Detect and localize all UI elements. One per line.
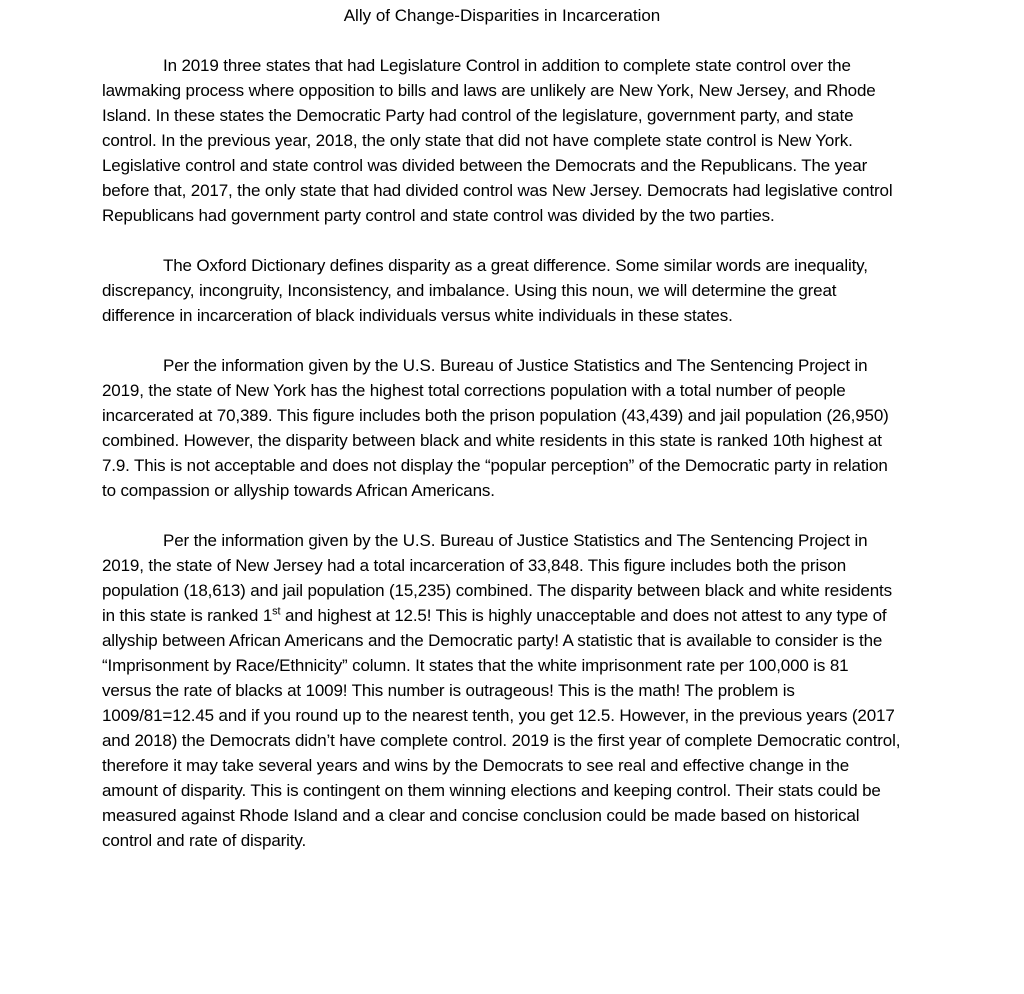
paragraph-text: and highest at 12.5! This is highly unacceptable and does not attest to any type of allyship between African Americans and the Democratic party! A statistic that is available to consider is the “Imprisonment by Race/Ethnicity” column. It states that the white imprisonment rate per 100,000 is 81 versus the rate of blacks at 1009! This number is outrageous! This is the math! The problem is 1009/81=12.45 and if you round up to the nearest tenth, you get 12.5. However, in the previous years (2017 and 2018) the Democrats didn’t have complete control. 2019 is the first year of complete Democratic control, therefore it may take several years and wins by the Democrats to see real and effective change in the amount of disparity. This is contingent on them winning elections and keeping control. Their stats could be measured against Rhode Island and a clear and concise conclusion could be made based on historical control and rate of disparity.	[102, 606, 901, 850]
paragraph-text: Per the information given by the U.S. Bureau of Justice Statistics and The Sentencing Project in 2019, the state of New Jersey had a total incarceration of 33,848. This figure includes both the prison population (18,613) and jail population (15,235) combined. The disparity between black and white residents in this state is ranked 1	[102, 531, 892, 625]
document-title: Ally of Change-Disparities in Incarceration	[343, 6, 661, 25]
paragraph-disparity-definition: The Oxford Dictionary defines disparity as a great difference. Some similar words are inequality, discrepancy, incongruity, Inconsistency, and imbalance. Using this noun, we will determine the great difference in incarceration of black individuals versus white individuals in these states.	[102, 256, 868, 325]
paragraph-new-york-stats: Per the information given by the U.S. Bureau of Justice Statistics and The Sentencing Project in 2019, the state of New York has the highest total corrections population with a total number of people incarcerated at 70,389. This figure includes both the prison population (43,439) and jail population (26,950) combined. However, the disparity between black and white residents in this state is ranked 10th highest at 7.9. This is not acceptable and does not display the “popular perception” of the Democratic party in relation to compassion or allyship towards African Americans.	[102, 356, 889, 500]
spacer	[102, 503, 902, 528]
paragraph-legislature-control: In 2019 three states that had Legislature Control in addition to complete state control over the lawmaking process where opposition to bills and laws are unlikely are New York, New Jersey, and Rhode Island. In these states the Democratic Party had control of the legislature, government party, and state control. In the previous year, 2018, the only state that did not have complete state control is New York. Legislative control and state control was divided between the Democrats and the Republicans. The year before that, 2017, the only state that had divided control was New Jersey. Democrats had legislative control Republicans had government party control and state control was divided by the two parties.	[102, 56, 893, 225]
paragraph-new-jersey-stats	[102, 528, 902, 853]
spacer	[102, 228, 902, 253]
ordinal-suffix: st	[272, 605, 281, 618]
spacer	[102, 28, 902, 53]
spacer	[102, 328, 902, 353]
document-page	[102, 0, 902, 853]
